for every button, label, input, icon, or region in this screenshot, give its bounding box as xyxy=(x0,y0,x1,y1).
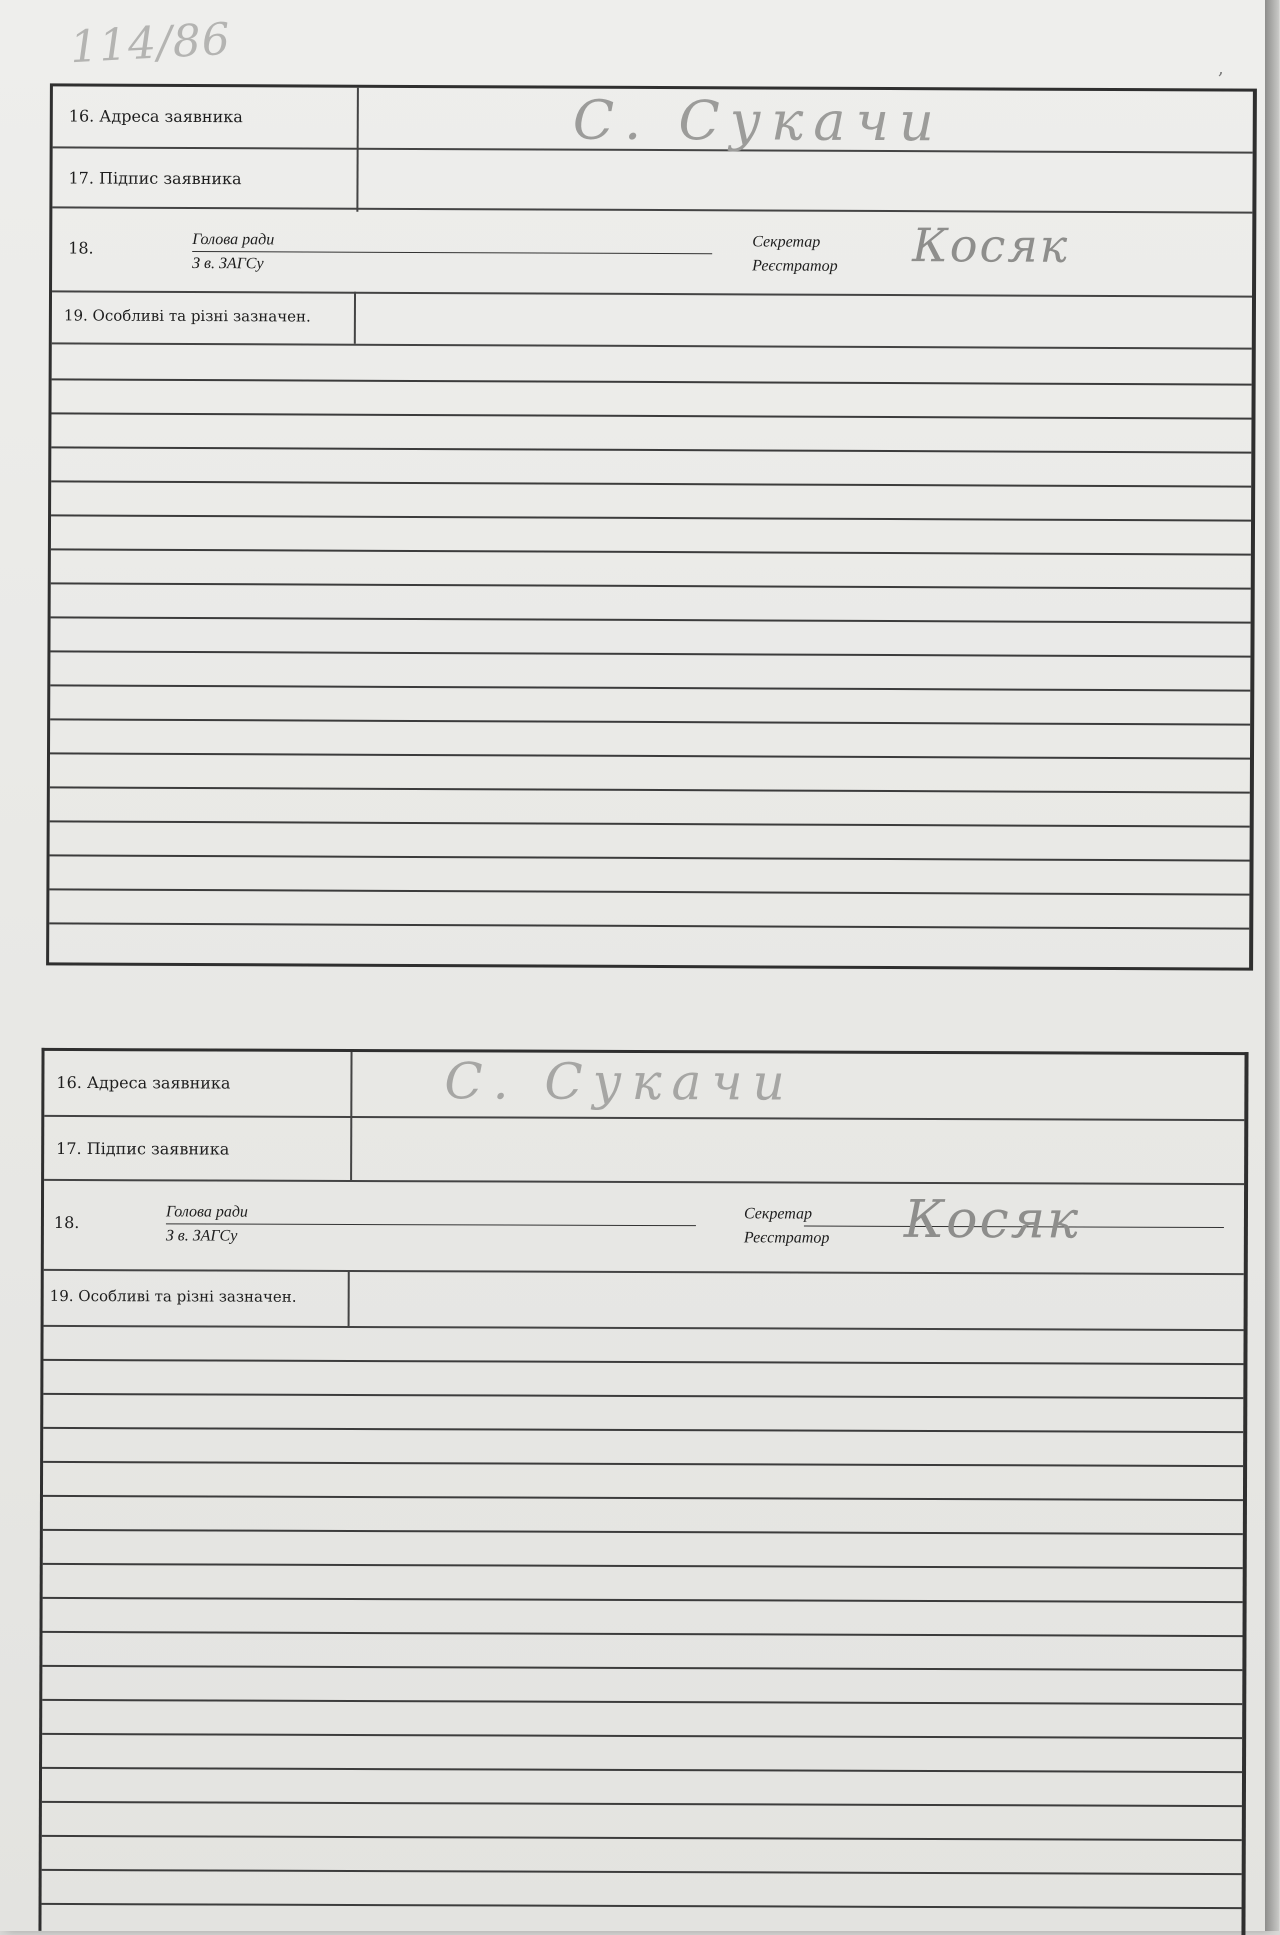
row-applicant-signature xyxy=(44,1115,1244,1185)
ruled-line xyxy=(49,922,1249,929)
notes-divider xyxy=(348,1270,350,1326)
record-form-bottom xyxy=(38,1048,1248,1935)
address-handwritten-value: С. Сукачи xyxy=(444,1052,795,1112)
archive-number: 114/86 xyxy=(68,13,233,74)
row-applicant-signature xyxy=(52,146,1252,213)
head-label: Голова ради xyxy=(192,230,275,249)
field18-number: 18. xyxy=(53,1212,80,1233)
field18-number: 18. xyxy=(68,238,94,258)
ruled-line xyxy=(51,446,1251,453)
ruled-line xyxy=(43,1495,1243,1501)
corner-mark: , xyxy=(1218,58,1224,79)
address-label: 16. Адреса заявника xyxy=(68,106,243,127)
ruled-line xyxy=(42,1835,1242,1841)
ruled-line xyxy=(43,1631,1243,1637)
ruled-line xyxy=(43,1393,1243,1399)
row-officials xyxy=(52,208,1252,297)
ruled-line xyxy=(42,1903,1242,1909)
registrar-label: Реєстратор xyxy=(743,1229,830,1247)
notes-label: 19. Особливі та різні зазначен. xyxy=(63,306,311,326)
notes-ruled-area xyxy=(49,342,1252,967)
row-notes xyxy=(52,290,1252,349)
row-address xyxy=(44,1051,1244,1121)
head-sub-label: З в. ЗАГСу xyxy=(165,1227,238,1245)
ruled-line xyxy=(50,786,1250,793)
ruled-line xyxy=(42,1699,1242,1705)
ruled-line xyxy=(51,480,1251,487)
row-officials xyxy=(44,1179,1244,1275)
ruled-line xyxy=(43,1427,1243,1433)
ruled-line xyxy=(42,1801,1242,1807)
ruled-line xyxy=(43,1597,1243,1603)
ruled-line xyxy=(51,582,1251,589)
ruled-line xyxy=(51,412,1251,419)
ruled-line xyxy=(50,684,1250,691)
row-address xyxy=(53,86,1253,153)
ruled-line xyxy=(51,616,1251,623)
ruled-line xyxy=(42,1665,1242,1671)
ruled-line xyxy=(49,888,1249,895)
notes-label: 19. Особливі та різні зазначен. xyxy=(49,1286,297,1306)
secretary-label: Секретар xyxy=(743,1205,813,1223)
notes-divider xyxy=(354,292,356,344)
applicant-signature-label: 17. Підпис заявника xyxy=(68,168,242,189)
record-form-top xyxy=(46,83,1257,970)
row-notes xyxy=(44,1269,1244,1331)
address-handwritten-value: С. Сукачи xyxy=(572,88,945,154)
registrar-signature: Косяк xyxy=(912,218,1070,273)
ruled-line xyxy=(50,854,1250,861)
ruled-line xyxy=(43,1529,1243,1535)
ruled-line xyxy=(51,514,1251,521)
head-signature-line xyxy=(166,1223,696,1226)
ruled-line xyxy=(42,1767,1242,1773)
secretary-label: Секретар xyxy=(752,233,821,251)
notes-ruled-area xyxy=(41,1325,1243,1935)
registrar-label: Реєстратор xyxy=(752,257,838,275)
head-signature-line xyxy=(192,251,712,254)
ruled-line xyxy=(43,1563,1243,1569)
head-label: Голова ради xyxy=(165,1203,248,1221)
registrar-signature: Косяк xyxy=(903,1189,1081,1251)
ruled-line xyxy=(43,1461,1243,1467)
ruled-line xyxy=(50,650,1250,657)
applicant-signature-label: 17. Підпис заявника xyxy=(56,1138,230,1159)
ruled-line xyxy=(52,378,1252,385)
ruled-line xyxy=(42,1733,1242,1739)
ruled-line xyxy=(43,1359,1243,1365)
ruled-line xyxy=(51,548,1251,555)
ruled-line xyxy=(50,752,1250,759)
ruled-line xyxy=(50,820,1250,827)
ruled-line xyxy=(50,718,1250,725)
ruled-line xyxy=(42,1869,1242,1875)
head-sub-label: З в. ЗАГСу xyxy=(192,254,264,273)
address-label: 16. Адреса заявника xyxy=(56,1072,231,1093)
